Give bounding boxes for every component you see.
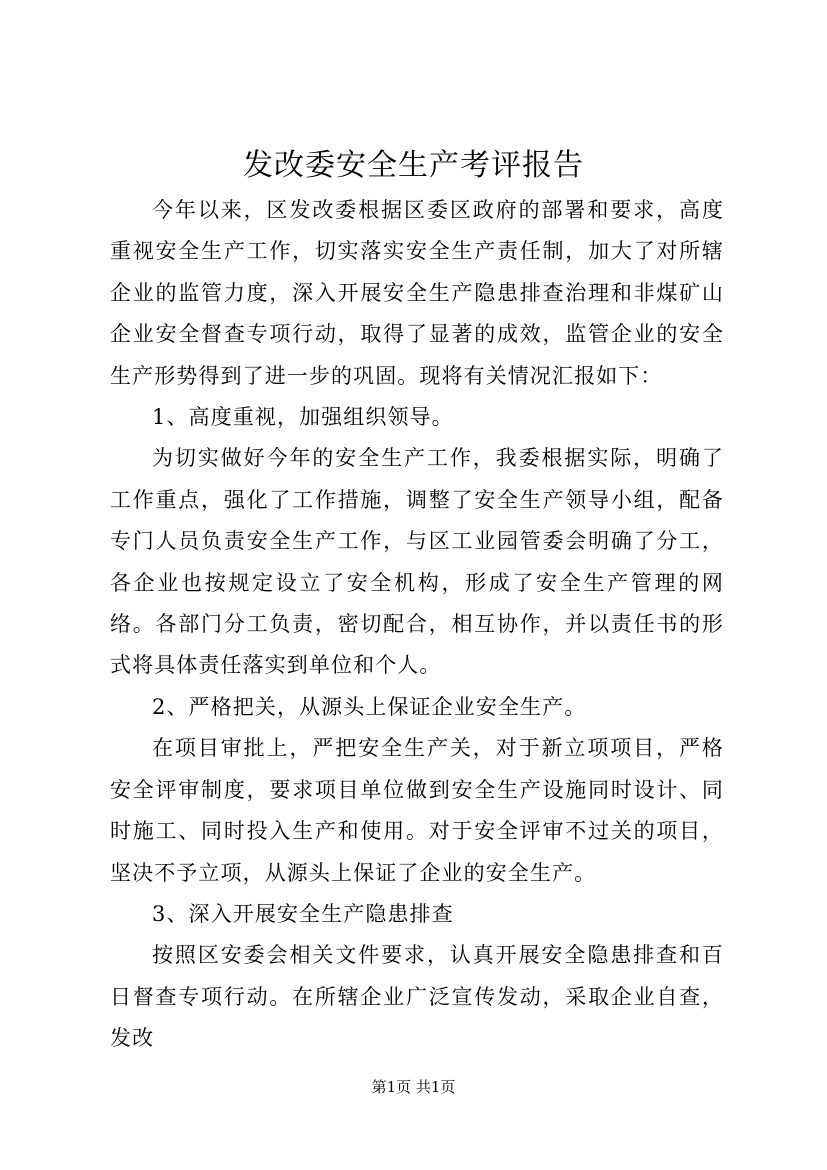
section-heading-2: 2、严格把关，从源头上保证企业安全生产。 [152, 694, 587, 719]
document-title: 发改委安全生产考评报告 [243, 148, 584, 183]
document-body [110, 190, 724, 1060]
paragraph-section-2: 在项目审批上，严把安全生产关，对于新立项项目，严格安全评审制度，要求项目单位做到安全生产设施同时设计、同时施工、同时投入生产和使用。对于安全评审不过关的项目，坚决不予立项，从源头上保证了企业的安全生产。 [110, 736, 724, 885]
page-footer: 第1页 共1页 [371, 1078, 456, 1096]
section-heading-1: 1、高度重视，加强组织领导。 [152, 405, 454, 430]
section-heading-3: 3、深入开展安全生产隐患排查 [152, 901, 454, 926]
paragraph-section-3: 按照区安委会相关文件要求，认真开展安全隐患排查和百日督查专项行动。在所辖企业广泛宣传发动，采取企业自查，发改 [110, 943, 724, 1051]
paragraph-section-1: 为切实做好今年的安全生产工作，我委根据实际，明确了工作重点，强化了工作措施，调整了安全生产领导小组，配备专门人员负责安全生产工作，与区工业园管委会明确了分工，各企业也按规定设立了安全机构，形成了安全生产管理的网络。各部门分工负责，密切配合，相互协作，并以责任书的形式将具体责任落实到单位和个人。 [110, 446, 724, 678]
paragraph-intro: 今年以来，区发改委根据区委区政府的部署和要求，高度重视安全生产工作，切实落实安全生产责任制，加大了对所辖企业的监管力度，深入开展安全生产隐患排查治理和非煤矿山企业安全督查专项行动，取得了显著的成效，监管企业的安全生产形势得到了进一步的巩固。现将有关情况汇报如下： [110, 198, 724, 388]
